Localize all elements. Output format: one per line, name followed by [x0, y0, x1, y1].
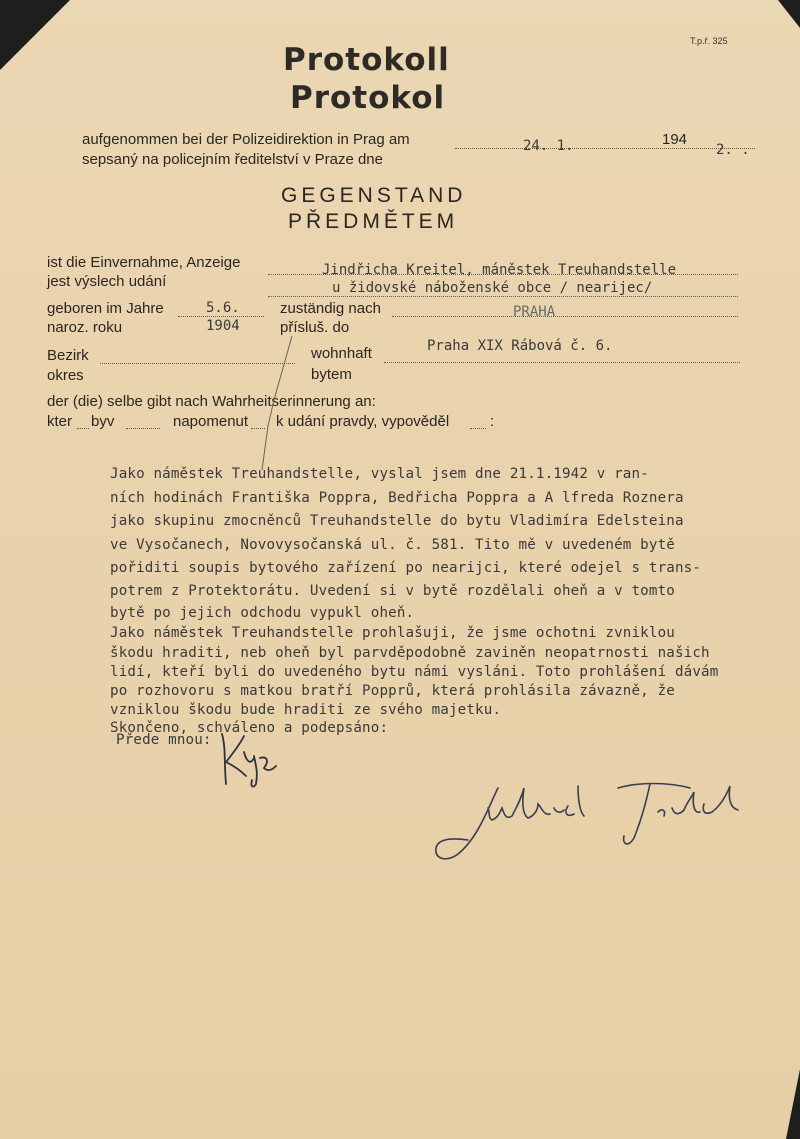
jurisdiction-line: [392, 316, 738, 317]
scan-corner-top-left: [0, 0, 70, 70]
statement-line-11: po rozhovoru s matkou bratří Popprů, která prohlásila závazně, že: [110, 683, 675, 699]
statement-line-5: pořiditi soupis bytového zařízení po nearijci, které odejel s trans-: [110, 560, 702, 576]
district-label-german: Bezirk: [47, 347, 89, 364]
year-suffix: 2. .: [716, 142, 750, 158]
statement-line-9: škodu hraditi, neb oheň byl parvděpodobně zaviněn neopatrnosti našich: [110, 645, 710, 661]
statement-line-1: Jako náměstek Treuhandstelle, vyslal jsem dne 21.1.1942 v ran-: [110, 466, 649, 482]
truth-dots-2: [126, 428, 160, 429]
truth-label-czech-4: k udání pravdy, vypověděl: [276, 413, 450, 430]
jurisdiction-value: PRAHA: [513, 304, 556, 320]
title-german: Protokoll: [283, 42, 450, 78]
truth-label-czech-3: napomenut: [173, 413, 249, 430]
statement-line-2: ních hodinách Františka Poppra, Bedřicha Poppra a A lfreda Roznera: [110, 490, 684, 506]
statement-line-13: Skončeno, schváleno a podepsáno:: [110, 720, 389, 736]
statement-line-4: ve Vysočanech, Novovysočanská ul. č. 581. Tito mě v uvedeném bytě: [110, 537, 675, 553]
truth-label-czech-2: byv: [91, 413, 115, 430]
jurisdiction-label-german: zuständig nach: [280, 300, 381, 317]
subject-german: GEGENSTAND: [281, 184, 467, 207]
officer-signature: [210, 726, 280, 792]
year-prefix: 194: [662, 131, 688, 148]
residence-label-german: wohnhaft: [311, 345, 372, 362]
statement-line-6: potrem z Protektorátu. Uvedení si v bytě rozdělali oheň a v tomto: [110, 583, 675, 599]
born-value-1: 5.6.: [206, 300, 240, 316]
district-label-czech: okres: [47, 367, 84, 384]
scan-corner-top-right: [778, 0, 800, 28]
statement-line-3: jako skupinu zmocněnců Treuhandstelle do bytu Vladimíra Edelsteina: [110, 513, 684, 529]
statement-line-12: vzniklou škodu bude hraditi ze svého majetku.: [110, 702, 502, 718]
form-divider-stroke: [240, 330, 300, 480]
born-label-czech: naroz. roku: [47, 319, 123, 336]
truth-label-czech-1: kter: [47, 413, 73, 430]
truth-label-czech-5: :: [490, 413, 495, 430]
truth-label-german: der (die) selbe gibt nach Wahrheitserinnerung an:: [47, 393, 376, 410]
date-value: 24. 1.: [523, 138, 574, 154]
form-code: T.p.ř. 325: [690, 36, 728, 46]
statement-line-7: bytě po jejich odchodu vypukl oheň.: [110, 605, 415, 621]
born-label-german: geboren im Jahre: [47, 300, 164, 317]
truth-dots-1: [77, 428, 89, 429]
witness-signature: [428, 778, 768, 868]
before-me-label: Přede mnou:: [116, 732, 212, 748]
statement-line-8: Jako náměstek Treuhandstelle prohlašuji, že jsme ochotni zvniklou: [110, 625, 675, 641]
title-czech: Protokol: [290, 80, 446, 116]
reason-label-german: ist die Einvernahme, Anzeige: [47, 254, 241, 271]
header-line-czech: sepsaný na policejním ředitelství v Praze dne: [82, 151, 383, 168]
scan-corner-bottom-right: [786, 1069, 800, 1139]
jurisdiction-label-czech: přísluš. do: [280, 319, 350, 336]
reason-label-czech: jest výslech udání: [47, 273, 167, 290]
residence-value: Praha XIX Rábová č. 6.: [427, 338, 613, 354]
born-line: [178, 316, 264, 317]
statement-line-10: lidí, kteří byli do uvedeného bytu námi vysláni. Toto prohlášení dávám: [110, 664, 719, 680]
truth-dots-4: [470, 428, 486, 429]
reason-value-2: u židovské náboženské obce / nearijec/: [332, 280, 653, 296]
reason-line-2: [268, 296, 738, 297]
born-value-2: 1904: [206, 318, 240, 334]
header-line-german: aufgenommen bei der Polizeidirektion in Prag am: [82, 131, 410, 148]
residence-label-czech: bytem: [311, 366, 352, 383]
subject-czech: PŘEDMĚTEM: [288, 210, 459, 233]
residence-line: [384, 362, 740, 363]
reason-value-1: Jindřicha Kreitel, máněstek Treuhandstelle: [322, 262, 677, 278]
date-line: [455, 148, 755, 149]
